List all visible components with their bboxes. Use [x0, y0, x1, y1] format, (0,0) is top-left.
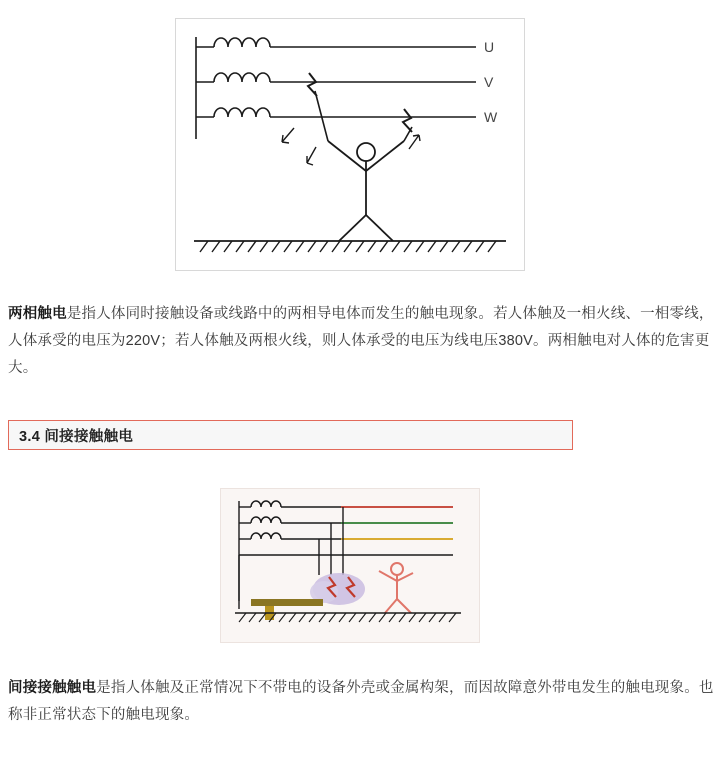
paragraph1-body: 是指人体同时接触设备或线路中的两相导电体而发生的触电现象。若人体触及一相火线、一相零线，人体承受的电压为220V；若人体触及两根火线，则人体承受的电压为线电压380V。两相触电对人体的危害更大。 [8, 305, 714, 376]
figure-indirect-contact-shock [220, 488, 480, 643]
paragraph1-lead: 两相触电 [8, 305, 67, 322]
two-phase-shock-diagram [176, 19, 524, 270]
figure-two-phase-shock [175, 18, 525, 271]
paragraph-indirect-contact-shock [8, 675, 718, 729]
svg-text:V: V [484, 74, 494, 90]
section-heading-indirect-contact [8, 420, 573, 450]
svg-text:W: W [484, 109, 498, 125]
section-heading-label: 3.4 间接接触触电 [19, 428, 134, 445]
paragraph2-body: 是指人体触及正常情况下不带电的设备外壳或金属构架，而因故障意外带电发生的触电现象。也称非正常状态下的触电现象。 [8, 679, 714, 723]
indirect-contact-diagram [221, 489, 479, 642]
svg-text:U: U [484, 39, 495, 55]
paragraph2-lead: 间接接触触电 [8, 679, 97, 696]
paragraph-two-phase-shock [8, 301, 718, 382]
